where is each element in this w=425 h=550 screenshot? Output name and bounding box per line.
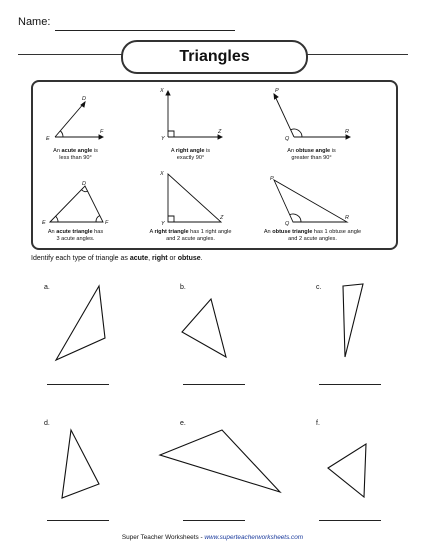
problem-label-f: f. xyxy=(316,420,320,427)
answer-line-e[interactable] xyxy=(183,520,245,521)
acute-angle-caption: An acute angle is less than 90° xyxy=(53,148,98,161)
point-label: R xyxy=(345,215,349,221)
point-label: Y xyxy=(161,221,165,227)
point-label: X xyxy=(160,88,164,94)
point-label: P xyxy=(275,88,279,94)
point-label: Z xyxy=(220,215,224,221)
answer-line-a[interactable] xyxy=(47,384,109,385)
acute-triangle-caption: An acute triangle has 3 acute angles. xyxy=(47,229,104,242)
point-label: Q xyxy=(285,221,290,227)
right-angle-caption: A right angle is exactly 90° xyxy=(170,148,211,161)
point-label: R xyxy=(345,129,349,135)
point-label: D xyxy=(82,96,86,102)
triangle-f xyxy=(328,444,366,497)
triangle-b xyxy=(182,299,226,357)
answer-line-b[interactable] xyxy=(183,384,245,385)
answer-line-f[interactable] xyxy=(319,520,381,521)
footer: Super Teacher Worksheets - www.superteacherworksheets.com xyxy=(121,534,304,541)
point-label: E xyxy=(42,220,46,226)
triangle-e xyxy=(160,430,280,492)
triangle-c xyxy=(343,284,363,357)
point-label: X xyxy=(160,171,164,177)
point-label: Z xyxy=(218,129,222,135)
problem-label-e: e. xyxy=(180,420,186,427)
point-label: Y xyxy=(161,136,165,142)
problem-label-c: c. xyxy=(316,284,322,291)
point-label: Q xyxy=(285,136,290,142)
instruction-text: Identify each type of triangle as acute, right or obtuse. xyxy=(31,255,203,262)
problem-label-a: a. xyxy=(44,284,50,291)
triangle-a xyxy=(56,286,105,360)
problem-label-b: b. xyxy=(180,284,186,291)
point-label: F xyxy=(105,220,109,226)
point-label: P xyxy=(270,176,274,182)
right-triangle-caption: A right triangle has 1 right angle and 2 acute angles. xyxy=(149,229,232,242)
answer-line-c[interactable] xyxy=(319,384,381,385)
point-label: D xyxy=(82,181,86,187)
obtuse-angle-caption: An obtuse angle is greater than 90° xyxy=(287,148,336,161)
obtuse-triangle-caption: An obtuse triangle has 1 obtuse angle and 2 acute angles. xyxy=(263,229,362,242)
answer-line-d[interactable] xyxy=(47,520,109,521)
footer-brand: Super Teacher Worksheets xyxy=(121,534,199,541)
page-title: Triangles xyxy=(121,40,308,74)
point-label: E xyxy=(46,136,50,142)
footer-url-link[interactable]: www.superteacherworksheets.com xyxy=(204,534,304,541)
point-label: F xyxy=(100,129,104,135)
triangle-d xyxy=(62,430,99,498)
name-label: Name: xyxy=(18,16,51,28)
problem-label-d: d. xyxy=(44,420,50,427)
